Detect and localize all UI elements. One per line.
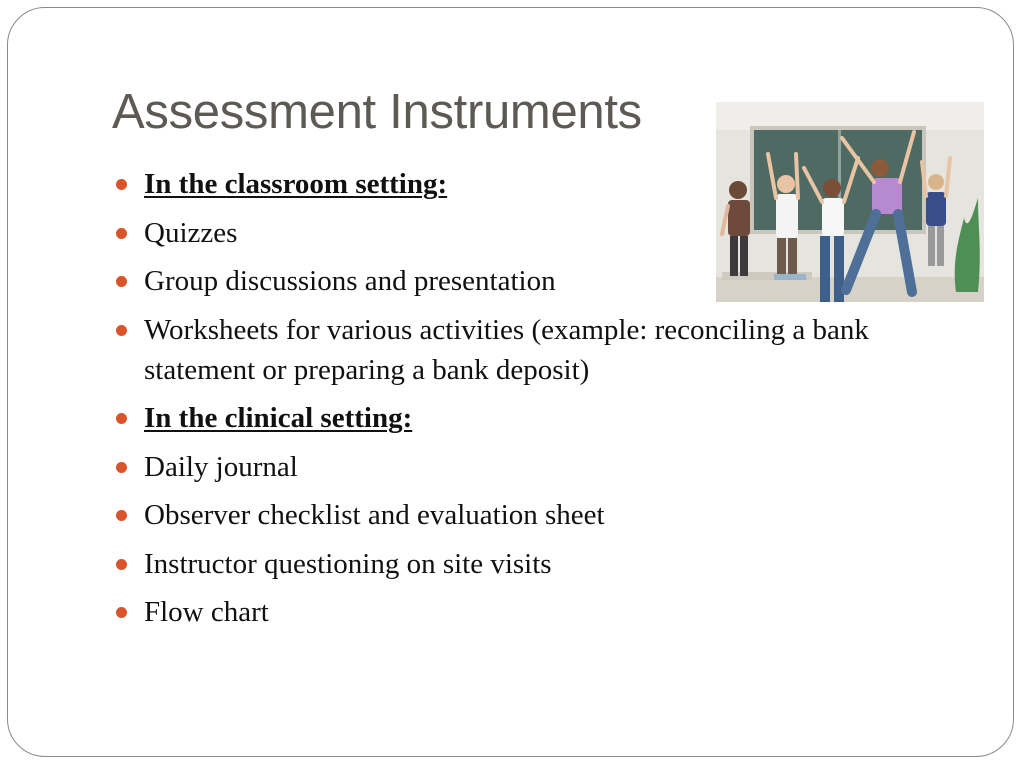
bullet-text: Quizzes bbox=[144, 216, 238, 249]
bullet-dot-icon bbox=[116, 559, 127, 570]
bullet-text: Daily journal bbox=[144, 450, 298, 483]
bullet-dot-icon bbox=[116, 276, 127, 287]
bullet-dot-icon bbox=[116, 462, 127, 473]
bullet-text: Flow chart bbox=[144, 596, 269, 628]
bullet-item bbox=[116, 495, 916, 535]
bullet-item bbox=[116, 544, 916, 584]
bullet-dot-icon bbox=[116, 325, 127, 336]
classroom-photo bbox=[716, 102, 984, 302]
bullet-text: Observer checklist and evaluation sheet bbox=[144, 499, 605, 531]
bullet-item bbox=[116, 447, 916, 487]
bullet-text: Instructor questioning on site visits bbox=[144, 547, 552, 580]
bullet-text: Worksheets for various activities (example: reconciling a bank statement or preparing a bank deposit) bbox=[144, 313, 869, 386]
section-heading-clinical: In the clinical setting: bbox=[144, 402, 413, 434]
bullet-dot-icon bbox=[116, 413, 127, 424]
bullet-item bbox=[116, 592, 916, 632]
bullet-dot-icon bbox=[116, 510, 127, 521]
bullet-text: Group discussions and presentation bbox=[144, 265, 556, 297]
bullet-dot-icon bbox=[116, 228, 127, 239]
bullet-item bbox=[116, 398, 916, 438]
bullet-dot-icon bbox=[116, 179, 127, 190]
bullet-dot-icon bbox=[116, 607, 127, 618]
section-heading-classroom: In the classroom setting: bbox=[144, 168, 448, 200]
slide-title: Assessment Instruments bbox=[112, 85, 642, 139]
bullet-item bbox=[116, 310, 916, 390]
